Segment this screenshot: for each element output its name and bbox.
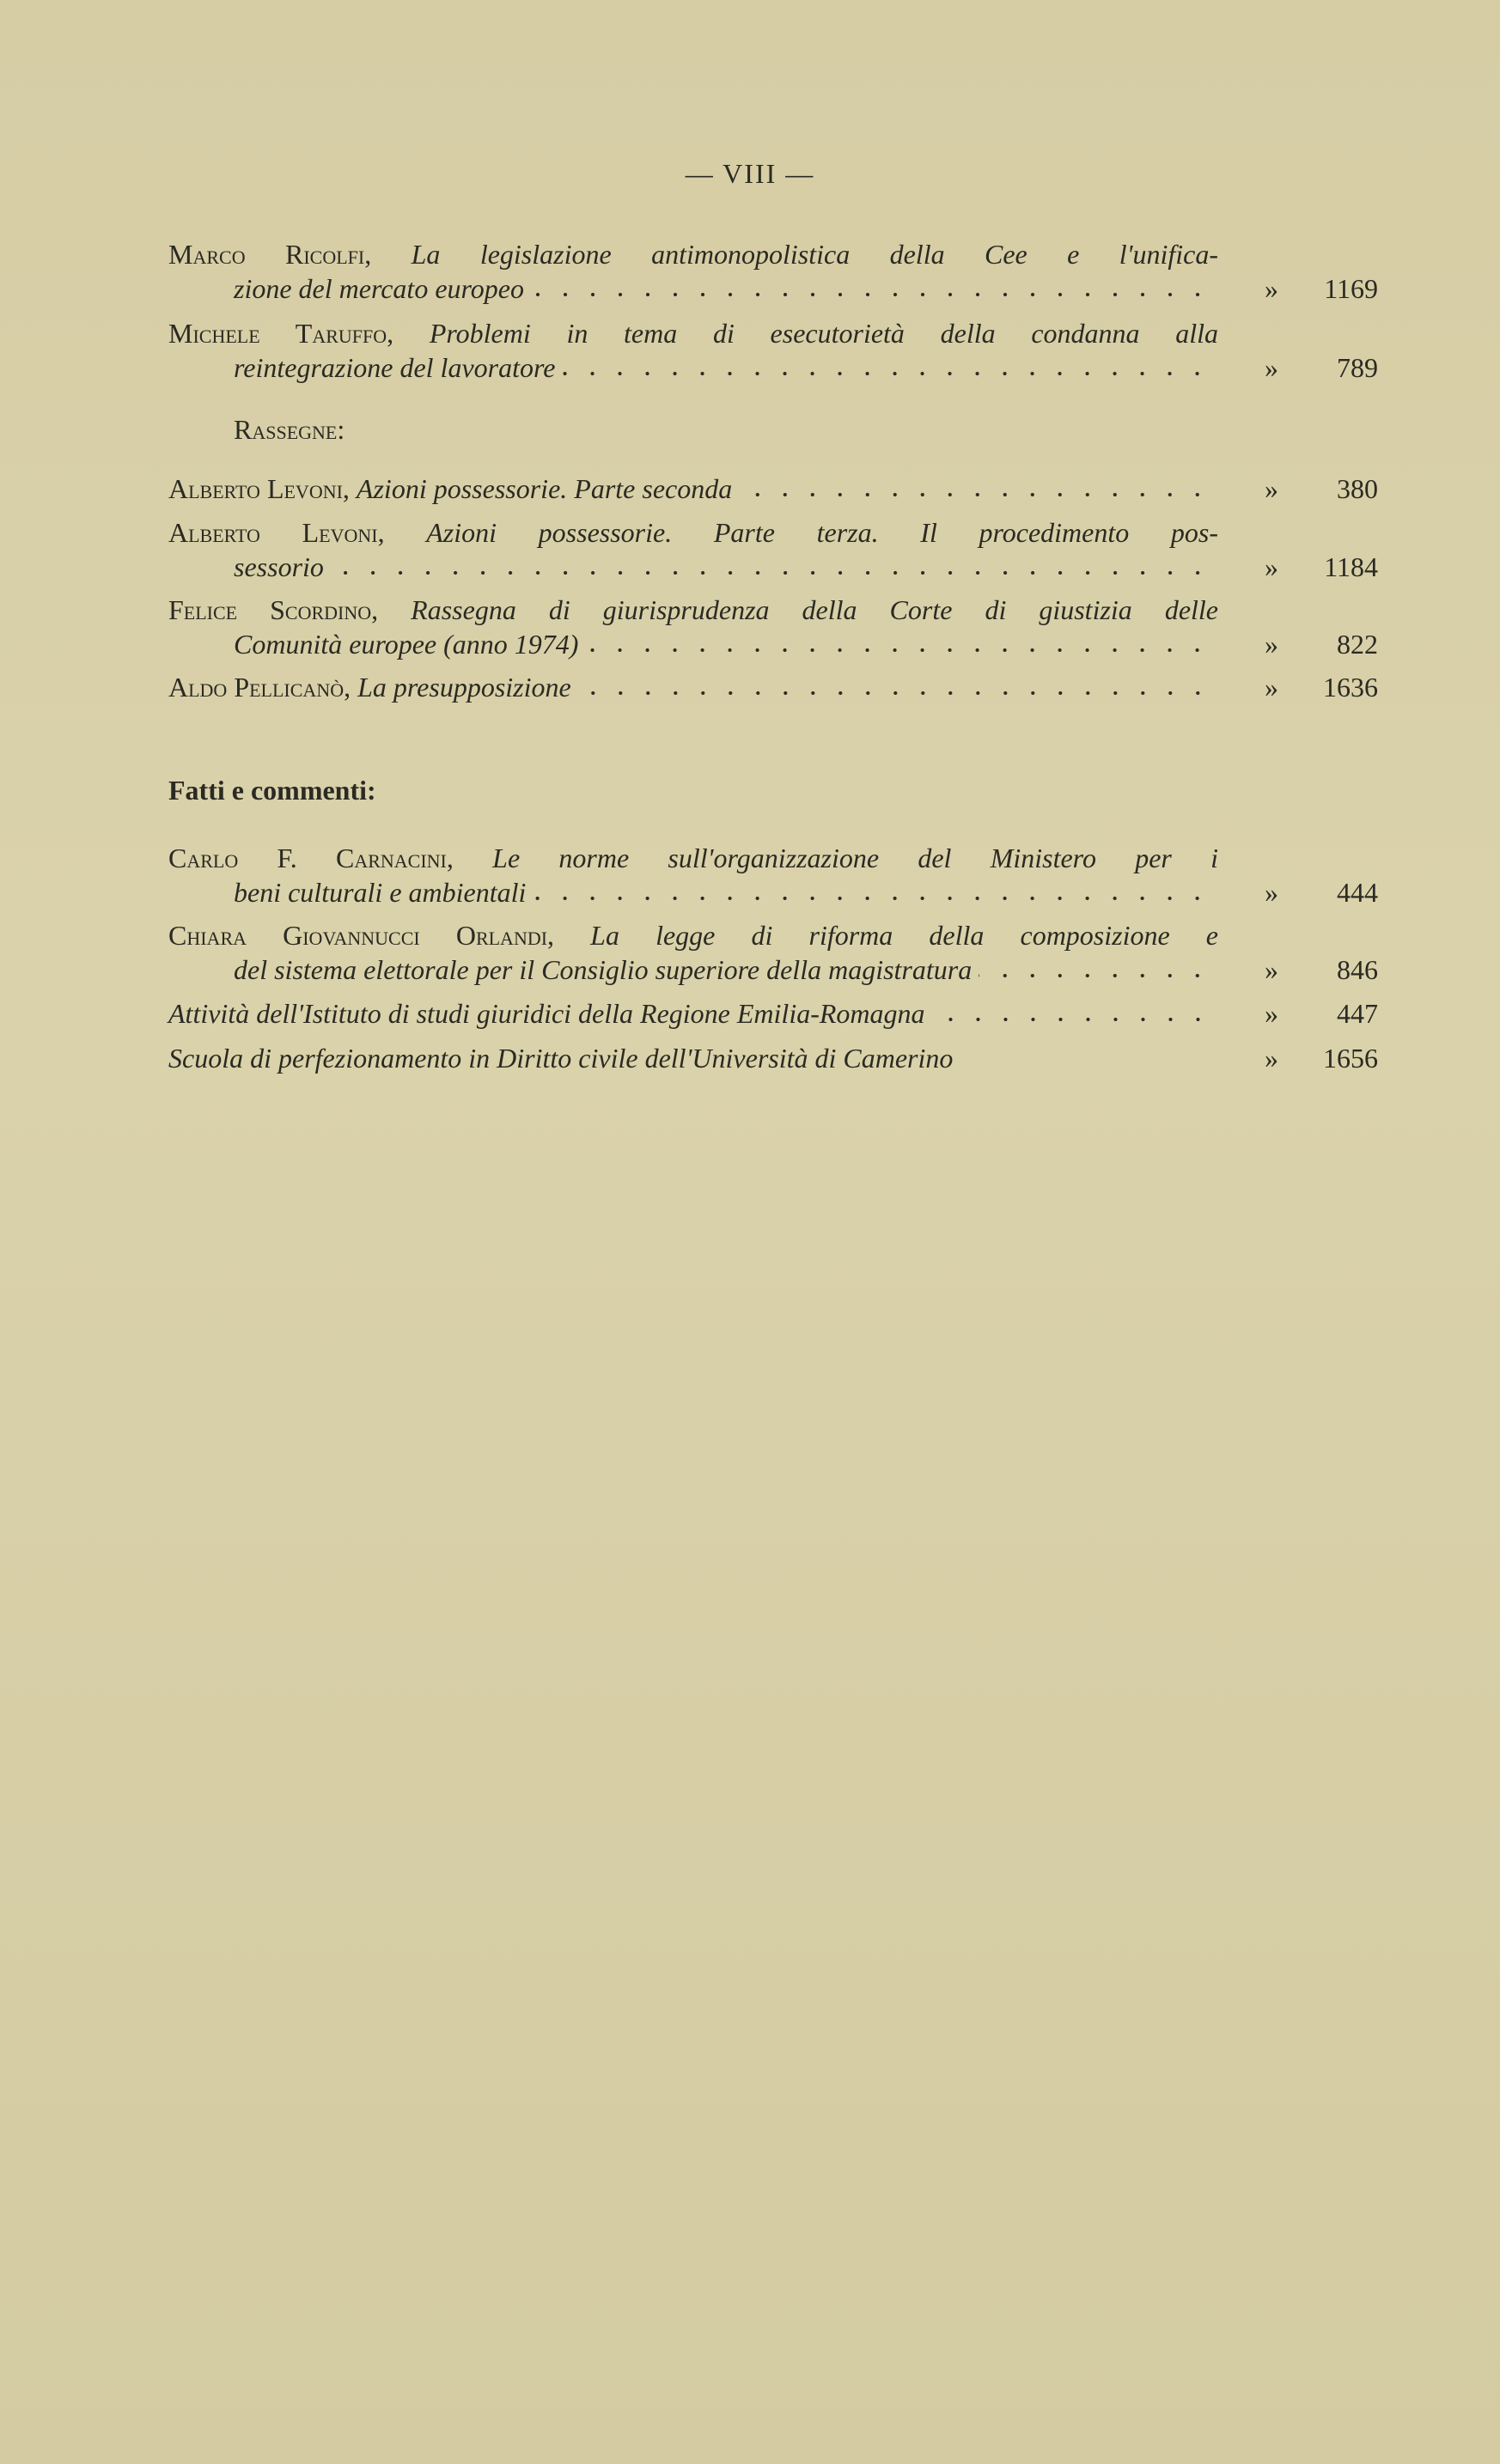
toc-entry [168, 918, 1378, 987]
raquo: » [1265, 877, 1278, 908]
raquo: » [1265, 473, 1278, 504]
entry-author: Carlo F. Carnacini, [168, 843, 454, 873]
entry-author: Michele Taruffo, [168, 318, 394, 349]
toc-entry [168, 996, 1378, 1031]
toc-entry [168, 593, 1378, 661]
page-number: — VIII — [685, 158, 815, 189]
dot-leader [533, 896, 1211, 901]
entry-title: Le norme sull'organizzazione del Ministero per i [492, 843, 1219, 873]
raquo: » [1265, 1043, 1278, 1074]
entry-author: Marco Ricolfi, [168, 239, 372, 270]
entry-page: 1184 [1324, 551, 1378, 582]
toc-entry [168, 1041, 1378, 1075]
entry-author: Alberto Levoni, [168, 473, 350, 504]
entry-author: Alberto Levoni, [168, 517, 385, 548]
entry-title: Azioni possessorie. Parte terza. Il procedimento pos- [426, 517, 1219, 548]
entry-title: Rassegna di giurisprudenza della Corte di giustizia delle [411, 594, 1219, 625]
toc-entry [168, 670, 1378, 704]
entry-page: 447 [1337, 998, 1378, 1029]
entry-page: 846 [1337, 954, 1378, 985]
entry-author: Felice Scordino, [168, 594, 379, 625]
entry-title: Attività dell'Istituto di studi giuridici della Regione Emilia-Romagna [168, 998, 925, 1029]
entry-page: 1656 [1323, 1043, 1378, 1074]
entry-title: La presupposizione [357, 672, 571, 703]
raquo: » [1265, 629, 1278, 660]
entry-page: 380 [1337, 473, 1378, 504]
raquo: » [1265, 352, 1278, 383]
entry-title: La legge di riforma della composizione e [590, 920, 1219, 951]
entry-title: Problemi in tema di esecutorietà della condanna alla [429, 318, 1219, 349]
section-heading-fatti: Fatti e commenti: [168, 775, 376, 806]
entry-page: 1169 [1324, 273, 1378, 304]
entry-page: 444 [1337, 877, 1378, 908]
dot-leader [585, 648, 1211, 653]
raquo: » [1265, 551, 1278, 582]
section-heading-rassegne: Rassegne: [234, 414, 345, 445]
dot-leader [979, 973, 1211, 978]
entry-title-cont: Comunità europee (anno 1974) [234, 629, 579, 660]
toc-entry [168, 237, 1378, 306]
dot-leader [739, 492, 1211, 497]
raquo: » [1265, 273, 1278, 304]
raquo: » [1265, 998, 1278, 1029]
entry-title-cont: beni culturali e ambientali [234, 877, 527, 908]
toc-entry [168, 515, 1378, 584]
dot-leader [531, 292, 1211, 297]
entry-author: Aldo Pellicanò, [168, 672, 351, 703]
entry-page: 789 [1337, 352, 1378, 383]
entry-page: 1636 [1323, 672, 1378, 703]
dot-leader [932, 1017, 1211, 1022]
dot-leader [331, 570, 1211, 575]
dot-leader [562, 371, 1211, 376]
entry-author: Chiara Giovannucci Orlandi, [168, 920, 555, 951]
entry-title: Scuola di perfezionamento in Diritto civile dell'Università di Camerino [168, 1043, 954, 1074]
raquo: » [1265, 672, 1278, 703]
entry-title: La legislazione antimonopolistica della Cee e l'unifica- [411, 239, 1219, 270]
toc-entry [168, 316, 1378, 385]
toc-entry [168, 472, 1378, 506]
raquo: » [1265, 954, 1278, 985]
entry-title-cont: zione del mercato europeo [234, 273, 524, 304]
entry-page: 822 [1337, 629, 1378, 660]
entry-title-cont: reintegrazione del lavoratore [234, 352, 556, 383]
entry-title-cont: sessorio [234, 551, 324, 582]
entry-title: Azioni possessorie. Parte seconda [356, 473, 733, 504]
dot-leader [578, 691, 1211, 696]
entry-title-cont: del sistema elettorale per il Consiglio superiore della magistratura [234, 954, 973, 985]
toc-entry [168, 841, 1378, 910]
